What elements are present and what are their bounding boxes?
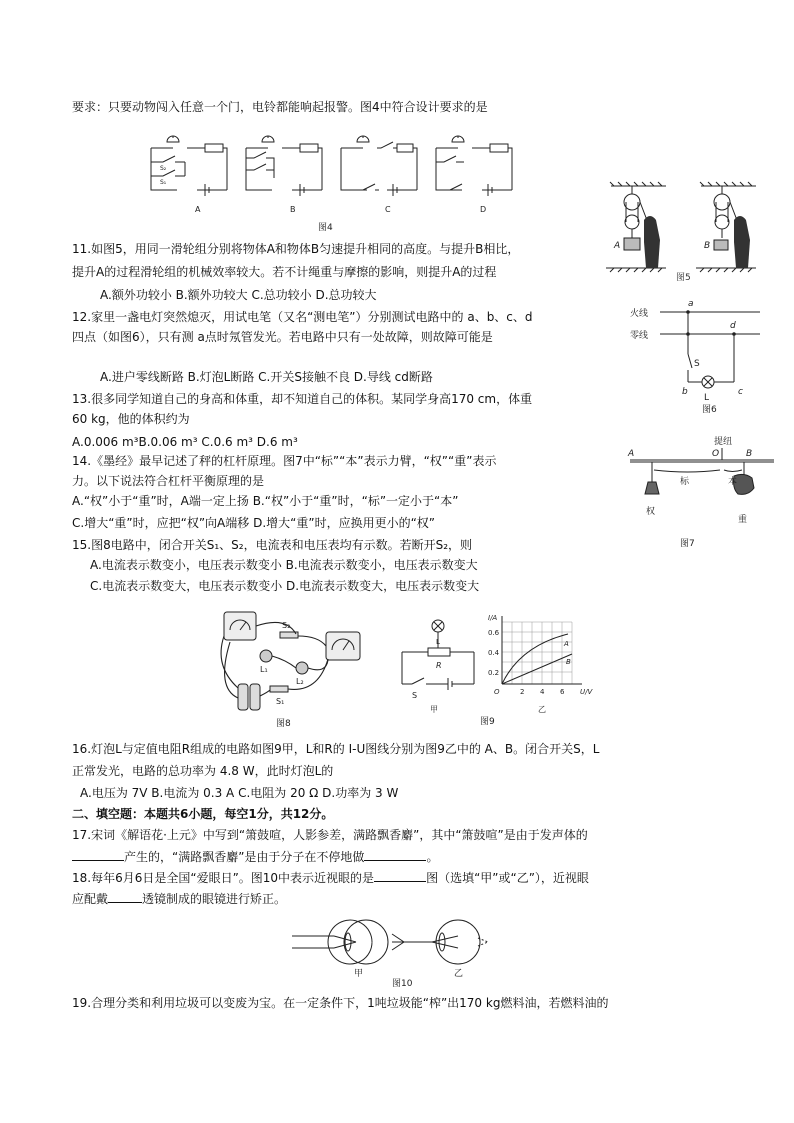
q17-blank-1[interactable]: [72, 847, 124, 861]
fig7-caption: 图7: [680, 539, 695, 549]
q17-line2-text: 产生的，“满路飘香麝”是由于分子在不停地做: [124, 850, 365, 864]
q13-line1: 13.很多同学知道自己的身高和体重，却不知道自己的体积。某同学身高170 cm，体重: [72, 392, 533, 406]
fig6-lamp-label: L: [704, 393, 710, 403]
q18-line1-end: 图（选填“甲”或“乙”），近视眼: [426, 871, 589, 885]
fig9-ytick-2: 0.6: [488, 629, 500, 637]
fig4-label-c: C: [385, 205, 391, 214]
figure-7-steelyard: [624, 434, 780, 552]
fig8-s2-label: S₂: [282, 621, 291, 630]
figure-7: [624, 434, 780, 552]
fig4-label-a: A: [195, 205, 201, 214]
q18-blank-1[interactable]: [374, 868, 426, 882]
q12-options: A.进户零线断路 B.灯泡L断路 C.开关S接触不良 D.导线 cd断路: [100, 370, 433, 384]
fig7-point-a: A: [628, 449, 635, 459]
fig4-s1-label: S₁: [160, 179, 167, 186]
fig6-point-a: a: [688, 299, 694, 309]
fig10-yi-label: 乙: [454, 969, 464, 979]
q16-options: A.电压为 7V B.电流为 0.3 A C.电阻为 20 Ω D.功率为 3 W: [80, 786, 399, 800]
q16-line1: 16.灯泡L与定值电阻R组成的电路如图9甲，L和R的 I-U图线分别为图9乙中的 A、B。闭合开关S，L: [72, 742, 600, 756]
fig5-caption: 图5: [676, 273, 691, 283]
q11-line2: 提升A的过程滑轮组的机械效率较大。若不计绳重与摩擦的影响，则提升A的过程: [72, 265, 497, 279]
fig4-label-d: D: [480, 205, 487, 214]
fig6-live-label: 火线: [630, 309, 649, 319]
fig9-ylabel: I/A: [488, 614, 498, 622]
q12-line2: 四点（如图6），只有测 a点时氖管发光。若电路中只有一处故障，则故障可能是: [72, 330, 493, 344]
q17-line1: 17.宋词《解语花·上元》中写到“箫鼓喧，人影参差，满路飘香麝”，其中“箫鼓喧”是由于发声体的: [72, 828, 588, 842]
fig9-caption: 图9: [480, 717, 495, 727]
q17-line2-end: 。: [426, 850, 439, 864]
q17-blank-2[interactable]: [364, 847, 426, 861]
figure-4: [140, 128, 520, 234]
fig9-xtick-2: 6: [560, 688, 565, 696]
figure-5: [606, 180, 776, 286]
fig8-l2-label: L₂: [296, 677, 304, 686]
q12-line1: 12.家里一盏电灯突然熄灭，用试电笔（又名“测电笔”）分别测试电路中的 a、b、c、d: [72, 310, 533, 324]
figure-9-diagram: [392, 612, 604, 732]
fig6-point-d: d: [730, 321, 736, 331]
q14-line2: 力。以下说法符合杠杆平衡原理的是: [72, 474, 265, 488]
fig9-r-label: R: [436, 661, 442, 670]
fig7-point-o: O: [712, 449, 720, 459]
fig6-point-b: b: [682, 387, 688, 397]
fig6-neutral-label: 零线: [630, 331, 649, 341]
fig6-switch-label: S: [694, 359, 700, 369]
figure-6: [630, 296, 770, 418]
figure-6-wiring: [630, 296, 770, 418]
fig9-s-label: S: [412, 691, 418, 700]
fig7-quan-label: 权: [646, 507, 656, 517]
fig9-origin: O: [494, 688, 500, 696]
q13-line2: 60 kg，他的体积约为: [72, 412, 190, 426]
figure-5-pulleys: [606, 180, 776, 286]
q18-blank-2[interactable]: [108, 889, 142, 903]
q16-line2: 正常发光，电路的总功率为 4.8 W，此时灯泡L的: [72, 764, 334, 778]
q18-line1: [72, 868, 589, 887]
fig9-yi-label: 乙: [538, 705, 546, 714]
q15-line1: 15.图8电路中，闭合开关S₁、S₂，电流表和电压表均有示数。若断开S₂，则: [72, 538, 473, 552]
fig9-l-label: L: [436, 638, 440, 646]
fig6-caption: 图6: [702, 405, 717, 415]
q18-line2-text: 应配戴: [72, 892, 109, 906]
fig9-ytick-0: 0.2: [488, 669, 500, 677]
fig10-jia-label: 甲: [354, 969, 364, 979]
figure-8-circuit: [210, 606, 372, 730]
q18-line2: [72, 889, 286, 908]
figure-4-circuits: [140, 128, 520, 234]
section-2-heading: 二、填空题：本题共6小题，每空1分，共12分。: [72, 807, 334, 821]
fig7-zhong-label: 重: [738, 515, 748, 525]
fig8-s1-label: S₁: [276, 697, 285, 706]
figure-9: [392, 612, 604, 732]
figure-10-eyes: [282, 914, 512, 988]
q15-option-ab: A.电流表示数变小，电压表示数变小 B.电流表示数变小，电压表示数变大: [90, 558, 478, 572]
fig10-caption: 图10: [392, 979, 413, 988]
fig5-label-a: A: [614, 241, 621, 251]
q11-line1: 11.如图5，用同一滑轮组分别将物体A和物体B匀速提升相同的高度。与提升B相比，: [72, 242, 520, 256]
fig9-ytick-1: 0.4: [488, 649, 500, 657]
fig7-point-b: B: [746, 449, 753, 459]
fig9-jia-label: 甲: [430, 705, 438, 714]
q10-text: 要求：只要动物闯入任意一个门，电铃都能响起报警。图4中符合设计要求的是: [72, 100, 488, 114]
figure-10: [282, 914, 512, 988]
q17-line2: [72, 847, 438, 866]
fig9-curve-a: A: [564, 640, 569, 648]
figure-8: [210, 606, 372, 730]
fig9-xtick-1: 4: [540, 688, 545, 696]
fig7-tiniu-label: 提纽: [714, 437, 733, 447]
fig8-caption: 图8: [276, 719, 291, 729]
q14-line1: 14.《墨经》最早记述了秤的杠杆原理。图7中“标”“本”表示力臂，“权”“重”表示: [72, 454, 497, 468]
fig9-xtick-0: 2: [520, 688, 525, 696]
fig8-l1-label: L₁: [260, 665, 268, 674]
q14-option-ab: A.“权”小于“重”时，A端一定上扬 B.“权”小于“重”时，“标”一定小于“本”: [72, 494, 459, 508]
fig7-biao-label: 标: [680, 477, 690, 487]
q13-options: A.0.006 m³B.0.06 m³ C.0.6 m³ D.6 m³: [72, 435, 298, 449]
q11-options: A.额外功较小 B.额外功较大 C.总功较小 D.总功较大: [100, 288, 377, 302]
fig5-label-b: B: [704, 241, 711, 251]
q18-line2-end: 透镜制成的眼镜进行矫正。: [142, 892, 287, 906]
fig7-ben-label: 本: [728, 477, 738, 487]
fig4-caption: 图4: [318, 223, 333, 233]
q19-line1: 19.合理分类和利用垃圾可以变废为宝。在一定条件下，1吨垃圾能“榨”出170 kg燃料油，若燃料油的: [72, 996, 609, 1010]
fig4-label-b: B: [290, 205, 296, 214]
fig9-xlabel: U/V: [580, 688, 593, 696]
q18-line1-text: 18.每年6月6日是全国“爱眼日”。图10中表示近视眼的是: [72, 871, 375, 885]
fig6-point-c: c: [738, 387, 743, 397]
q14-option-cd: C.增大“重”时，应把“权”向A端移 D.增大“重”时，应换用更小的“权”: [72, 516, 436, 530]
fig4-s2-label: S₂: [160, 165, 167, 172]
fig9-curve-b: B: [566, 658, 571, 666]
q15-option-cd: C.电流表示数变大，电压表示数变小 D.电流表示数变大，电压表示数变大: [90, 579, 480, 593]
